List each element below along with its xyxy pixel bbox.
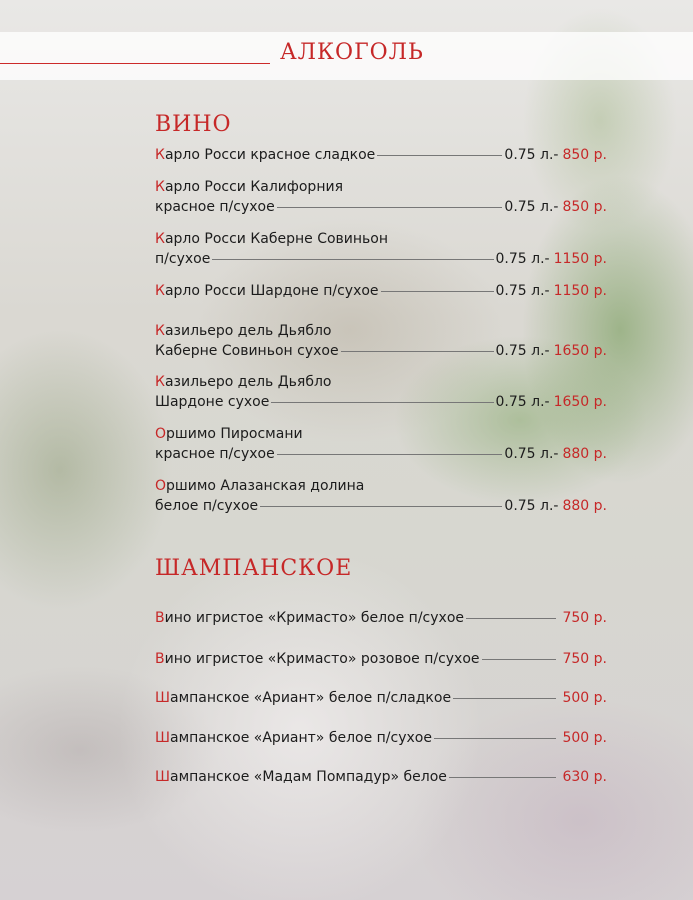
dot-leader [271, 402, 493, 403]
item-name: ино игристое «Кримасто» белое п/сухое [164, 610, 465, 626]
item-price: 850 р. [562, 147, 607, 163]
menu-item [155, 767, 607, 787]
item-name-line2: Шардоне сухое [155, 394, 270, 410]
dot-leader [341, 351, 494, 352]
item-price: 1650 р. [553, 343, 607, 359]
item-price: 1650 р. [553, 394, 607, 410]
item-initial: К [155, 323, 165, 339]
dot-leader [381, 291, 494, 292]
menu-item [155, 372, 607, 412]
item-price: 1150 р. [553, 251, 607, 267]
item-initial: В [155, 610, 165, 626]
item-name: ампанское «Ариант» белое п/сухое [169, 730, 432, 746]
item-initial: К [155, 231, 165, 247]
menu-item [155, 728, 607, 748]
dot-leader [466, 618, 556, 619]
item-volume: 0.75 л.- [504, 199, 559, 215]
item-name: ампанское «Ариант» белое п/сладкое [169, 690, 452, 706]
item-name: ршимо Алазанская долина [166, 478, 365, 494]
item-price: 630 р. [562, 769, 607, 785]
dot-leader [277, 207, 503, 208]
item-volume: 0.75 л.- [504, 446, 559, 462]
item-volume: 0.75 л.- [504, 498, 559, 514]
menu-item [155, 424, 607, 464]
menu-item [155, 688, 607, 708]
item-price: 500 р. [562, 730, 607, 746]
item-name: арло Росси Шардоне п/сухое [164, 283, 379, 299]
item-volume: 0.75 л.- [495, 251, 550, 267]
item-price: 880 р. [562, 446, 607, 462]
item-price: 500 р. [562, 690, 607, 706]
item-initial: О [155, 478, 167, 494]
item-name: ампанское «Мадам Помпадур» белое [169, 769, 447, 785]
item-name: ршимо Пиросмани [166, 426, 303, 442]
menu-item [155, 608, 607, 628]
item-price: 1150 р. [553, 283, 607, 299]
menu-item [155, 145, 607, 165]
item-volume: 0.75 л.- [504, 147, 559, 163]
item-name: арло Росси Каберне Совиньон [164, 231, 389, 247]
dot-leader [453, 698, 556, 699]
dot-leader [377, 155, 502, 156]
item-initial: К [155, 147, 165, 163]
item-price: 750 р. [562, 610, 607, 626]
menu-item [155, 281, 607, 301]
item-price: 880 р. [562, 498, 607, 514]
item-name: арло Росси красное сладкое [164, 147, 376, 163]
menu-item [155, 229, 607, 269]
dot-leader [449, 777, 557, 778]
title-divider-line [0, 63, 270, 64]
menu-item [155, 649, 607, 669]
item-name-line2: Каберне Совиньон сухое [155, 343, 339, 359]
page-title: АЛКОГОЛЬ [280, 40, 424, 65]
item-initial: Ш [155, 769, 170, 785]
dot-leader [482, 659, 557, 660]
item-initial: Ш [155, 730, 170, 746]
item-name: арло Росси Калифорния [164, 179, 343, 195]
item-volume: 0.75 л.- [495, 394, 550, 410]
item-initial: О [155, 426, 167, 442]
dot-leader [260, 506, 502, 507]
item-initial: В [155, 651, 165, 667]
dot-leader [434, 738, 557, 739]
item-volume: 0.75 л.- [495, 343, 550, 359]
item-initial: К [155, 283, 165, 299]
item-name-line2: белое п/сухое [155, 498, 259, 514]
item-initial: К [155, 374, 165, 390]
item-name-line2: п/сухое [155, 251, 211, 267]
item-initial: К [155, 179, 165, 195]
section-heading-champagne: ШАМПАНСКОЕ [155, 556, 353, 581]
item-name-line2: красное п/сухое [155, 199, 275, 215]
item-name-line2: красное п/сухое [155, 446, 275, 462]
dot-leader [277, 454, 503, 455]
item-name: азильеро дель Дьябло [164, 323, 332, 339]
menu-item [155, 177, 607, 217]
item-initial: Ш [155, 690, 170, 706]
menu-item [155, 476, 607, 516]
item-price: 750 р. [562, 651, 607, 667]
item-name: азильеро дель Дьябло [164, 374, 332, 390]
item-name: ино игристое «Кримасто» розовое п/сухое [164, 651, 480, 667]
section-heading-wine: ВИНО [155, 112, 232, 137]
item-volume: 0.75 л.- [495, 283, 550, 299]
dot-leader [212, 259, 493, 260]
menu-item [155, 321, 607, 361]
item-price: 850 р. [562, 199, 607, 215]
